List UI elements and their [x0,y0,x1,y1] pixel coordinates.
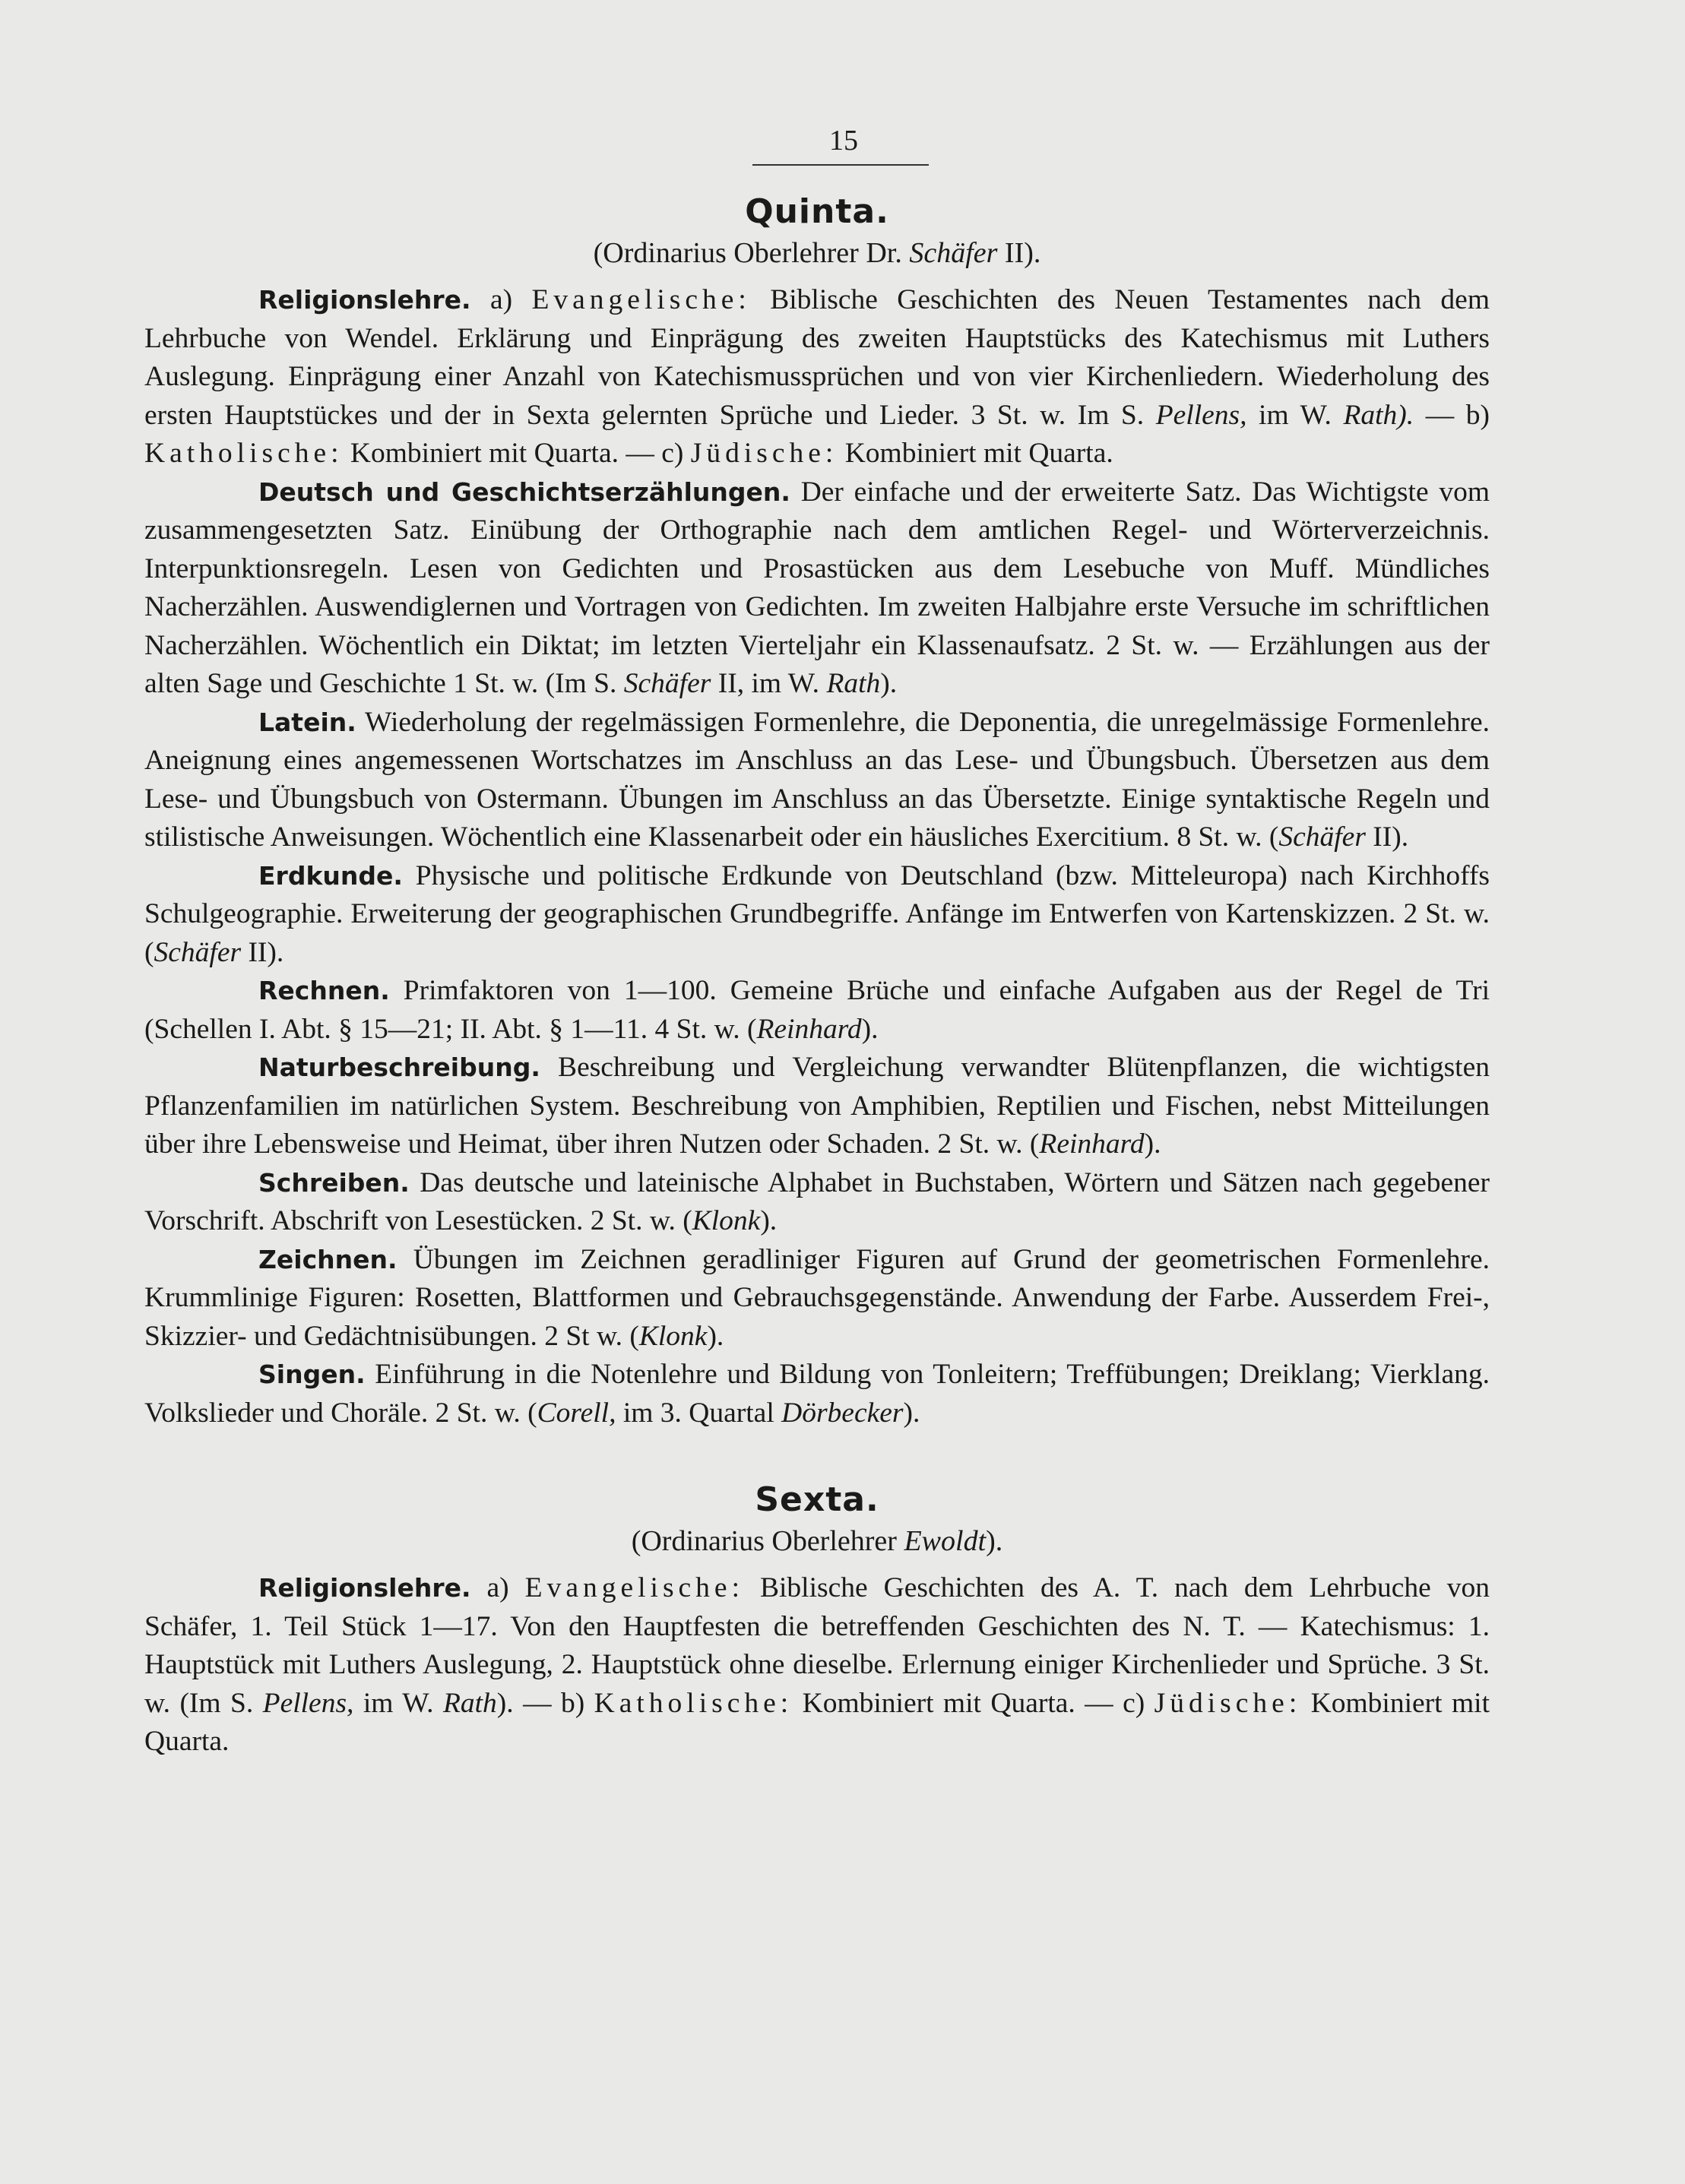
subject-heading: Schreiben. [258,1167,410,1198]
section-subtitle-quinta: (Ordinarius Oberlehrer Dr. Schäfer II). [593,237,1041,269]
subject-heading: Rechnen. [258,976,390,1005]
paragraph-religionslehre-sexta: Religionslehre. a) Evangelische: Biblische Geschichten des A. T. nach dem Lehrbuche von Schäfer, 1. Teil Stück 1—17. Von den Hauptfesten die betreffenden Geschichten des N. T. — Katechismus: 1. Hauptstück mit Luthers Auslegung, 2. Hauptstück ohne dieselbe. Erlernung einiger Kirchenlieder und Sprüche. 3 St. w. (Im S. Pellens, im W. Rath). — b) Katholische: Kombiniert mit Quarta. — c) Jüdische: Kombiniert mit Quarta. [144,1572,1490,1757]
paragraph-erdkunde: Erdkunde. Physische und politische Erdkunde von Deutschland (bzw. Mitteleuropa) nach Kirchhoffs Schulgeographie. Erweiterung der geographischen Grundbegriffe. Anfänge im Entwerfen von Kartenskizzen. 2 St. w. (Schäfer II). [144,859,1490,968]
page-number-rule [752,164,929,166]
teacher-name: Schäfer [909,237,998,269]
section-gap [144,1432,1490,1478]
subject-heading: Deutsch und Geschichtserzählungen. [258,476,790,507]
page-content [144,190,1490,1761]
paragraph-zeichnen: Zeichnen. Übungen im Zeichnen geradliniger Figuren auf Grund der geometrischen Formenlehre. Krummlinige Figuren: Rosetten, Blattformen und Gebrauchsgegenstände. Anwendung der Farbe. Ausserdem Frei-, Skizzier- und Gedächtnisübungen. 2 St w. (Klonk). [144,1243,1490,1352]
subject-heading: Latein. [258,707,356,737]
section-subtitle-sexta: (Ordinarius Oberlehrer Ewoldt). [631,1525,1003,1557]
subject-heading: Religionslehre. [258,1573,471,1603]
page-number: 15 [829,125,858,157]
paragraph-singen: Singen. Einführung in die Notenlehre und Bildung von Tonleitern; Treffübungen; Dreiklang; Vierklang. Volkslieder und Choräle. 2 St. w. (Corell, im 3. Quartal Dörbecker). [144,1359,1490,1429]
subject-heading: Singen. [258,1359,366,1389]
subject-heading: Naturbeschreibung. [258,1052,540,1082]
section-title-sexta: Sexta. [755,1480,879,1519]
paragraph-schreiben: Schreiben. Das deutsche und lateinische Alphabet in Buchstaben, Wörtern und Sätzen nach gegebener Vorschrift. Abschrift von Lesestücken. 2 St. w. (Klonk). [144,1166,1490,1236]
paragraph-deutsch: Deutsch und Geschichtserzählungen. Der einfache und der erweiterte Satz. Das Wichtigste vom zusammengesetzten Satz. Einübung der Orthographie nach dem amtlichen Regel- und Wörterverzeichnis. Interpunktionsregeln. Lesen von Gedichten und Prosastücken aus dem Lesebuche von Muff. Mündliches Nacherzählen. Auswendiglernen und Vortragen von Gedichten. Im zweiten Halbjahre erste Versuche im schriftlichen Nacherzählen. Wöchentlich ein Diktat; im letzten Vierteljahr ein Klassenaufsatz. 2 St. w. — Erzählungen aus der alten Sage und Geschichte 1 St. w. (Im S. Schäfer II, im W. Rath). [144,476,1490,699]
paragraph-rechnen: Rechnen. Primfaktoren von 1—100. Gemeine Brüche und einfache Aufgaben aus der Regel de Tri (Schellen I. Abt. § 15—21; II. Abt. § 1—11. 4 St. w. (Reinhard). [144,975,1490,1045]
subject-heading: Erdkunde. [258,860,403,891]
paragraph-religionslehre-quinta: Religionslehre. a) Evangelische: Biblische Geschichten des Neuen Testamentes nach dem Lehrbuche von Wendel. Erklärung und Einprägung des zweiten Hauptstücks des Katechismus mit Luthers Auslegung. Einprägung einer Anzahl von Katechismussprüchen und von vier Kirchenliedern. Wiederholung des ersten Hauptstückes und der in Sexta gelernten Sprüche und Lieder. 3 St. w. Im S. Pellens, im W. Rath). — b) Katholische: Kombiniert mit Quarta. — c) Jüdische: Kombiniert mit Quarta. [144,284,1490,469]
paragraph-naturbeschreibung: Naturbeschreibung. Beschreibung und Vergleichung verwandter Blütenpflanzen, die wichtigsten Pflanzenfamilien im natürlichen System. Beschreibung von Amphibien, Reptilien und Fischen, nebst Mitteilungen über ihre Lebensweise und Heimat, über ihren Nutzen oder Schaden. 2 St. w. (Reinhard). [144,1052,1490,1160]
subject-heading: Zeichnen. [258,1244,397,1274]
section-title-quinta: Quinta. [745,192,889,231]
teacher-name: Ewoldt [904,1525,987,1557]
paragraph-latein: Latein. Wiederholung der regelmässigen Formenlehre, die Deponentia, die unregelmässige Formenlehre. Aneignung eines angemessenen Wortschatzes im Anschluss an das Lese- und Übungsbuch. Übersetzen aus dem Lese- und Übungsbuch von Ostermann. Übungen im Anschluss an das Übersetzte. Einige syntaktische Regeln und stilistische Anweisungen. Wöchentlich eine Klassenarbeit oder ein häusliches Exercitium. 8 St. w. (Schäfer II). [144,706,1490,853]
subject-heading: Religionslehre. [258,285,471,315]
